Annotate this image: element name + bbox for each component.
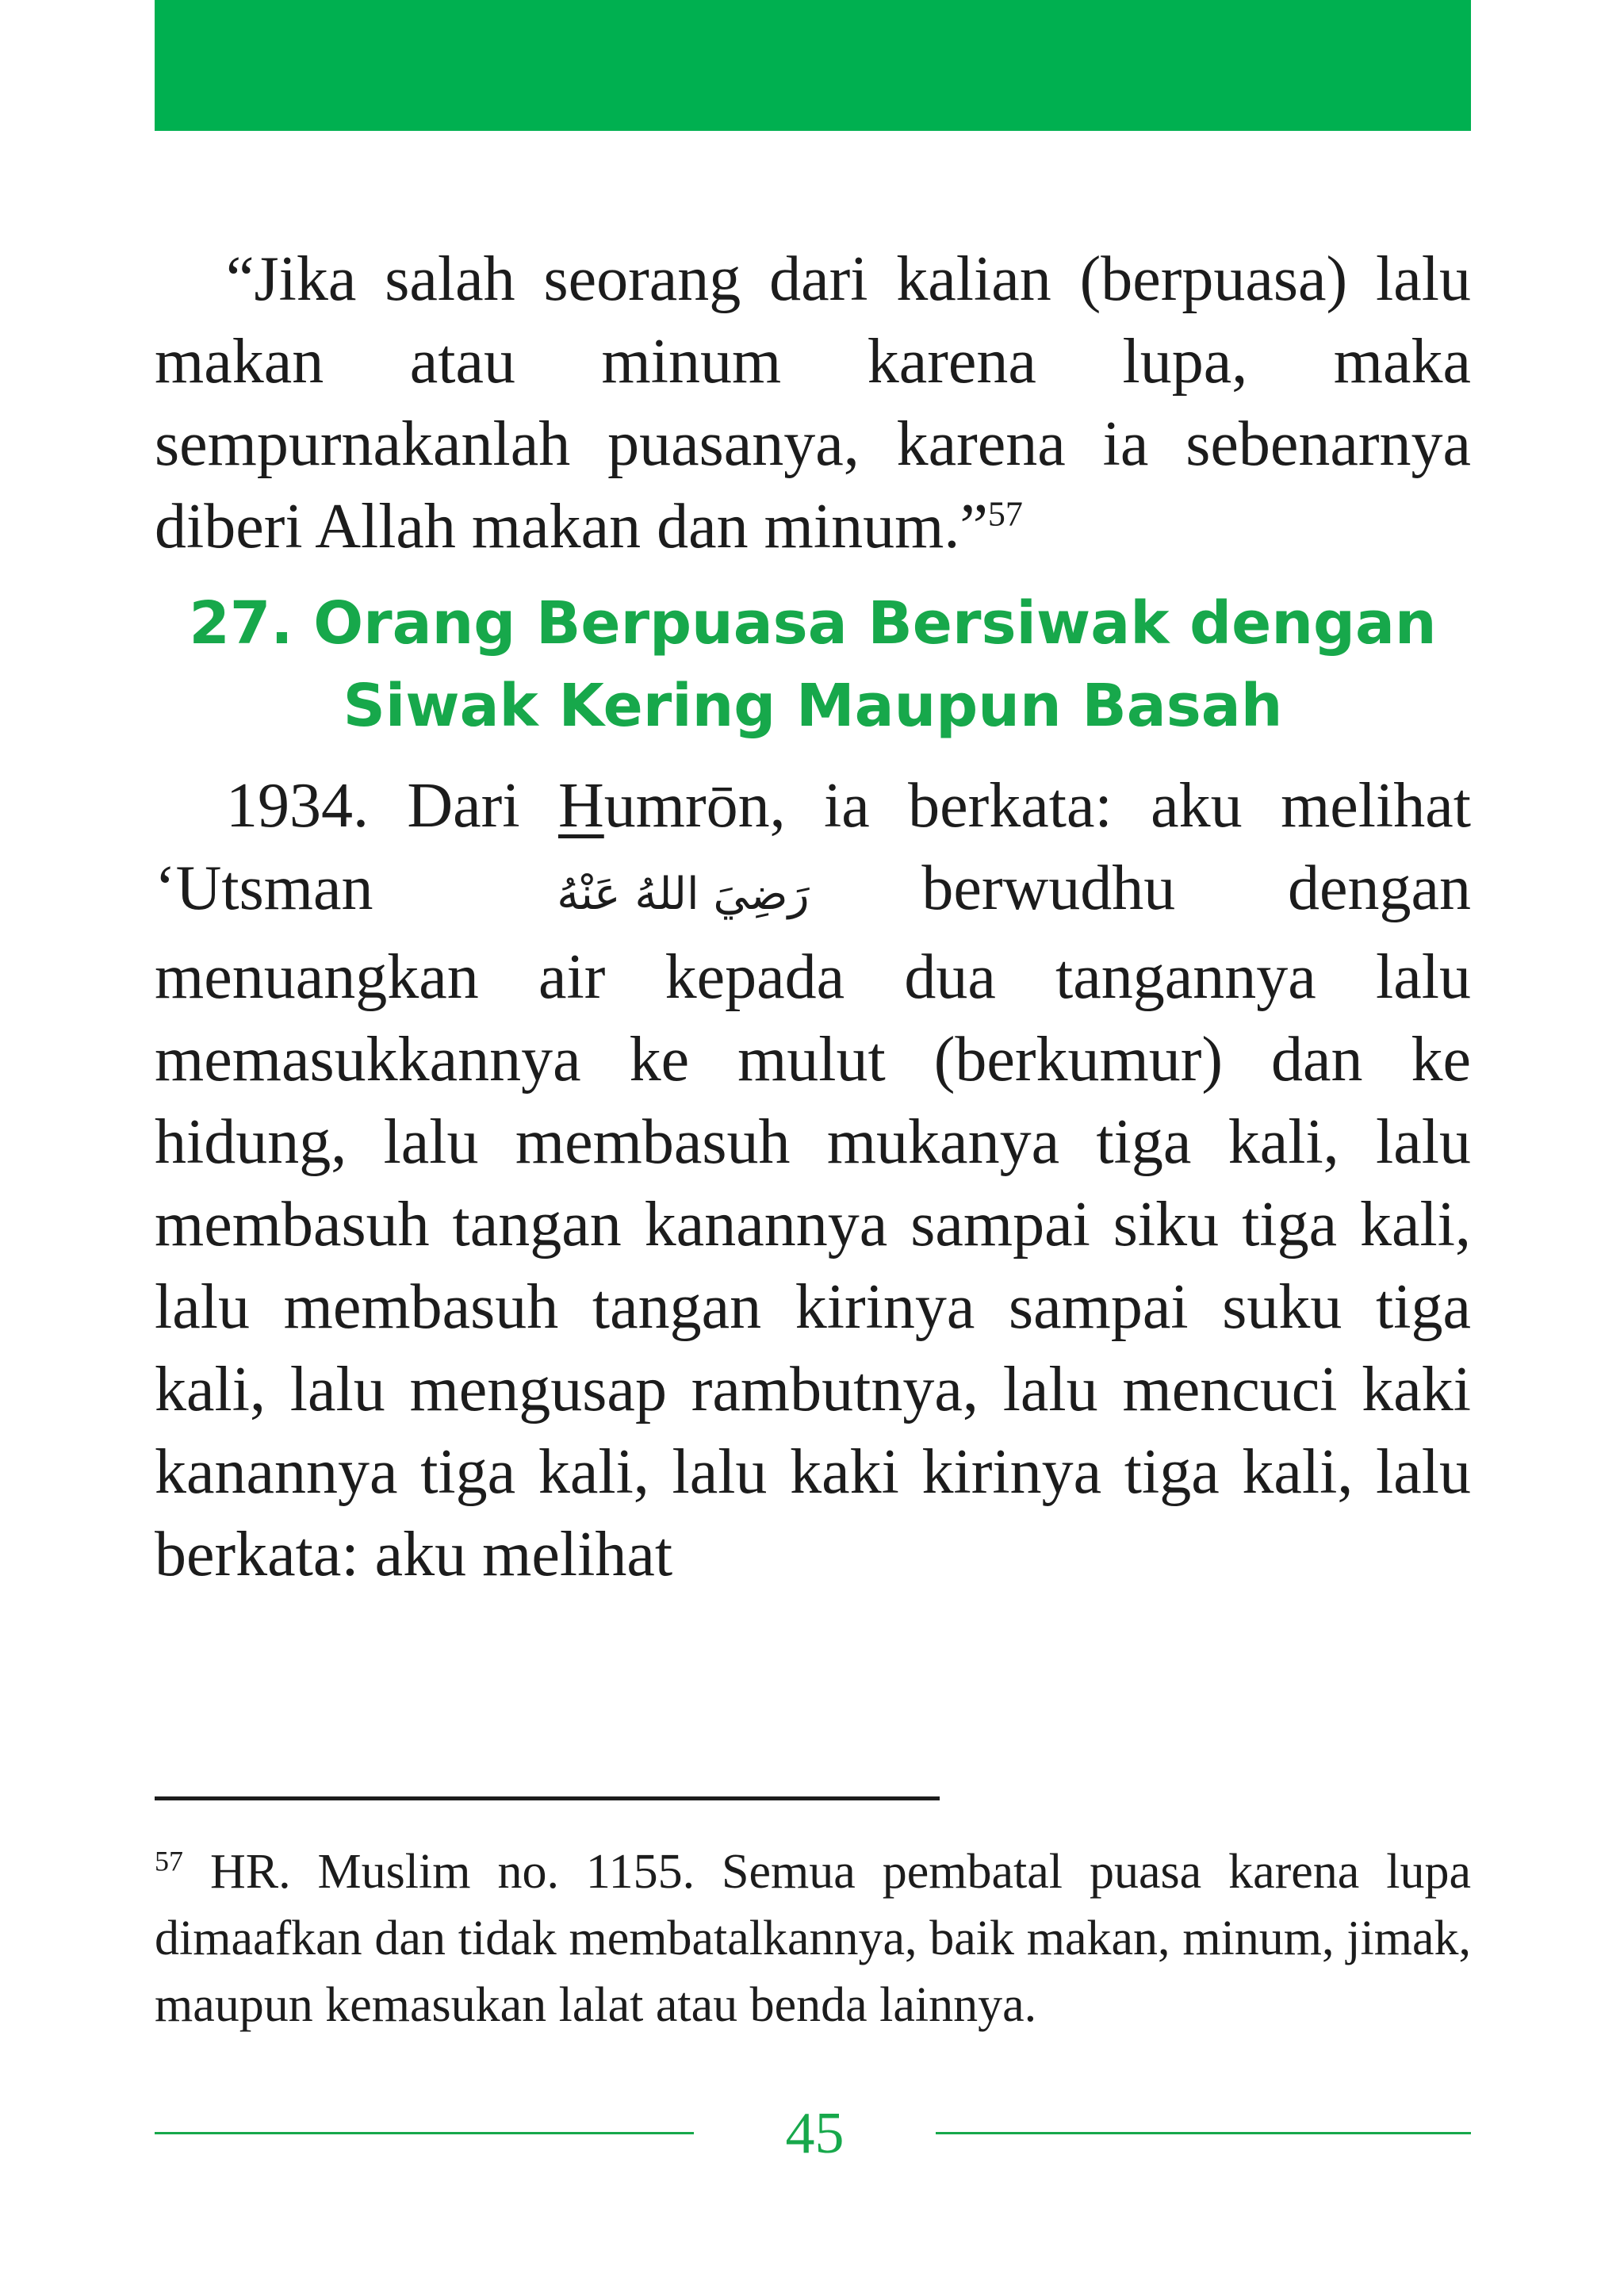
page-content [155,238,1471,1596]
footnote-divider [155,1796,940,1800]
quote-text: “Jika salah seorang dari kalian (berpuasa) lalu makan atau minum karena lupa, maka sempurnakanlah puasanya, karena ia sebenarnya diberi Allah makan dan minum.” [155,244,1471,562]
hadith-text: berwudhu dengan menuangkan air kepada dua tangannya lalu memasukkannya ke mulut (berkumur) dan ke hidung, lalu membasuh mukanya tiga kali, lalu membasuh tangan kanannya sampai siku tiga kali, lalu membasuh tangan kirinya sampai suku tiga kali, lalu mengusap rambutnya, lalu mencuci kaki kanannya tiga kali, lalu kaki kirinya tiga kali, lalu berkata: aku melihat [155,853,1471,1589]
section-heading: 27. Orang Berpuasa Bersiwak dengan Siwak Kering Maupun Basah [189,589,1437,740]
footnote-reference[interactable]: 57 [987,494,1023,534]
quote-paragraph [155,238,1471,568]
footer-line-left [155,2132,694,2134]
footnote [155,1838,1471,2038]
hadith-name: umrōn, ia berkata: aku melihat ‘Utsman [155,771,1471,923]
honorific-calligraphy: رَضِيَ اللهُ عَنْهُ [557,868,810,920]
footnote-text: HR. Muslim no. 1155. Semua pembatal puasa karena lupa dimaafkan dan tidak membatalkannya, baik makan, minum, jimak, maupun kemasukan lalat atau benda lainnya. [155,1845,1471,2032]
hadith-paragraph [155,765,1471,1596]
footer-line-right [936,2132,1471,2134]
page-number: 45 [785,2101,845,2166]
page-footer [155,2094,1471,2173]
header-color-bar [155,0,1471,131]
hadith-number: 1934. Dari [226,771,558,841]
underlined-letter: H [557,771,604,841]
footnote-number: 57 [155,1845,183,1877]
